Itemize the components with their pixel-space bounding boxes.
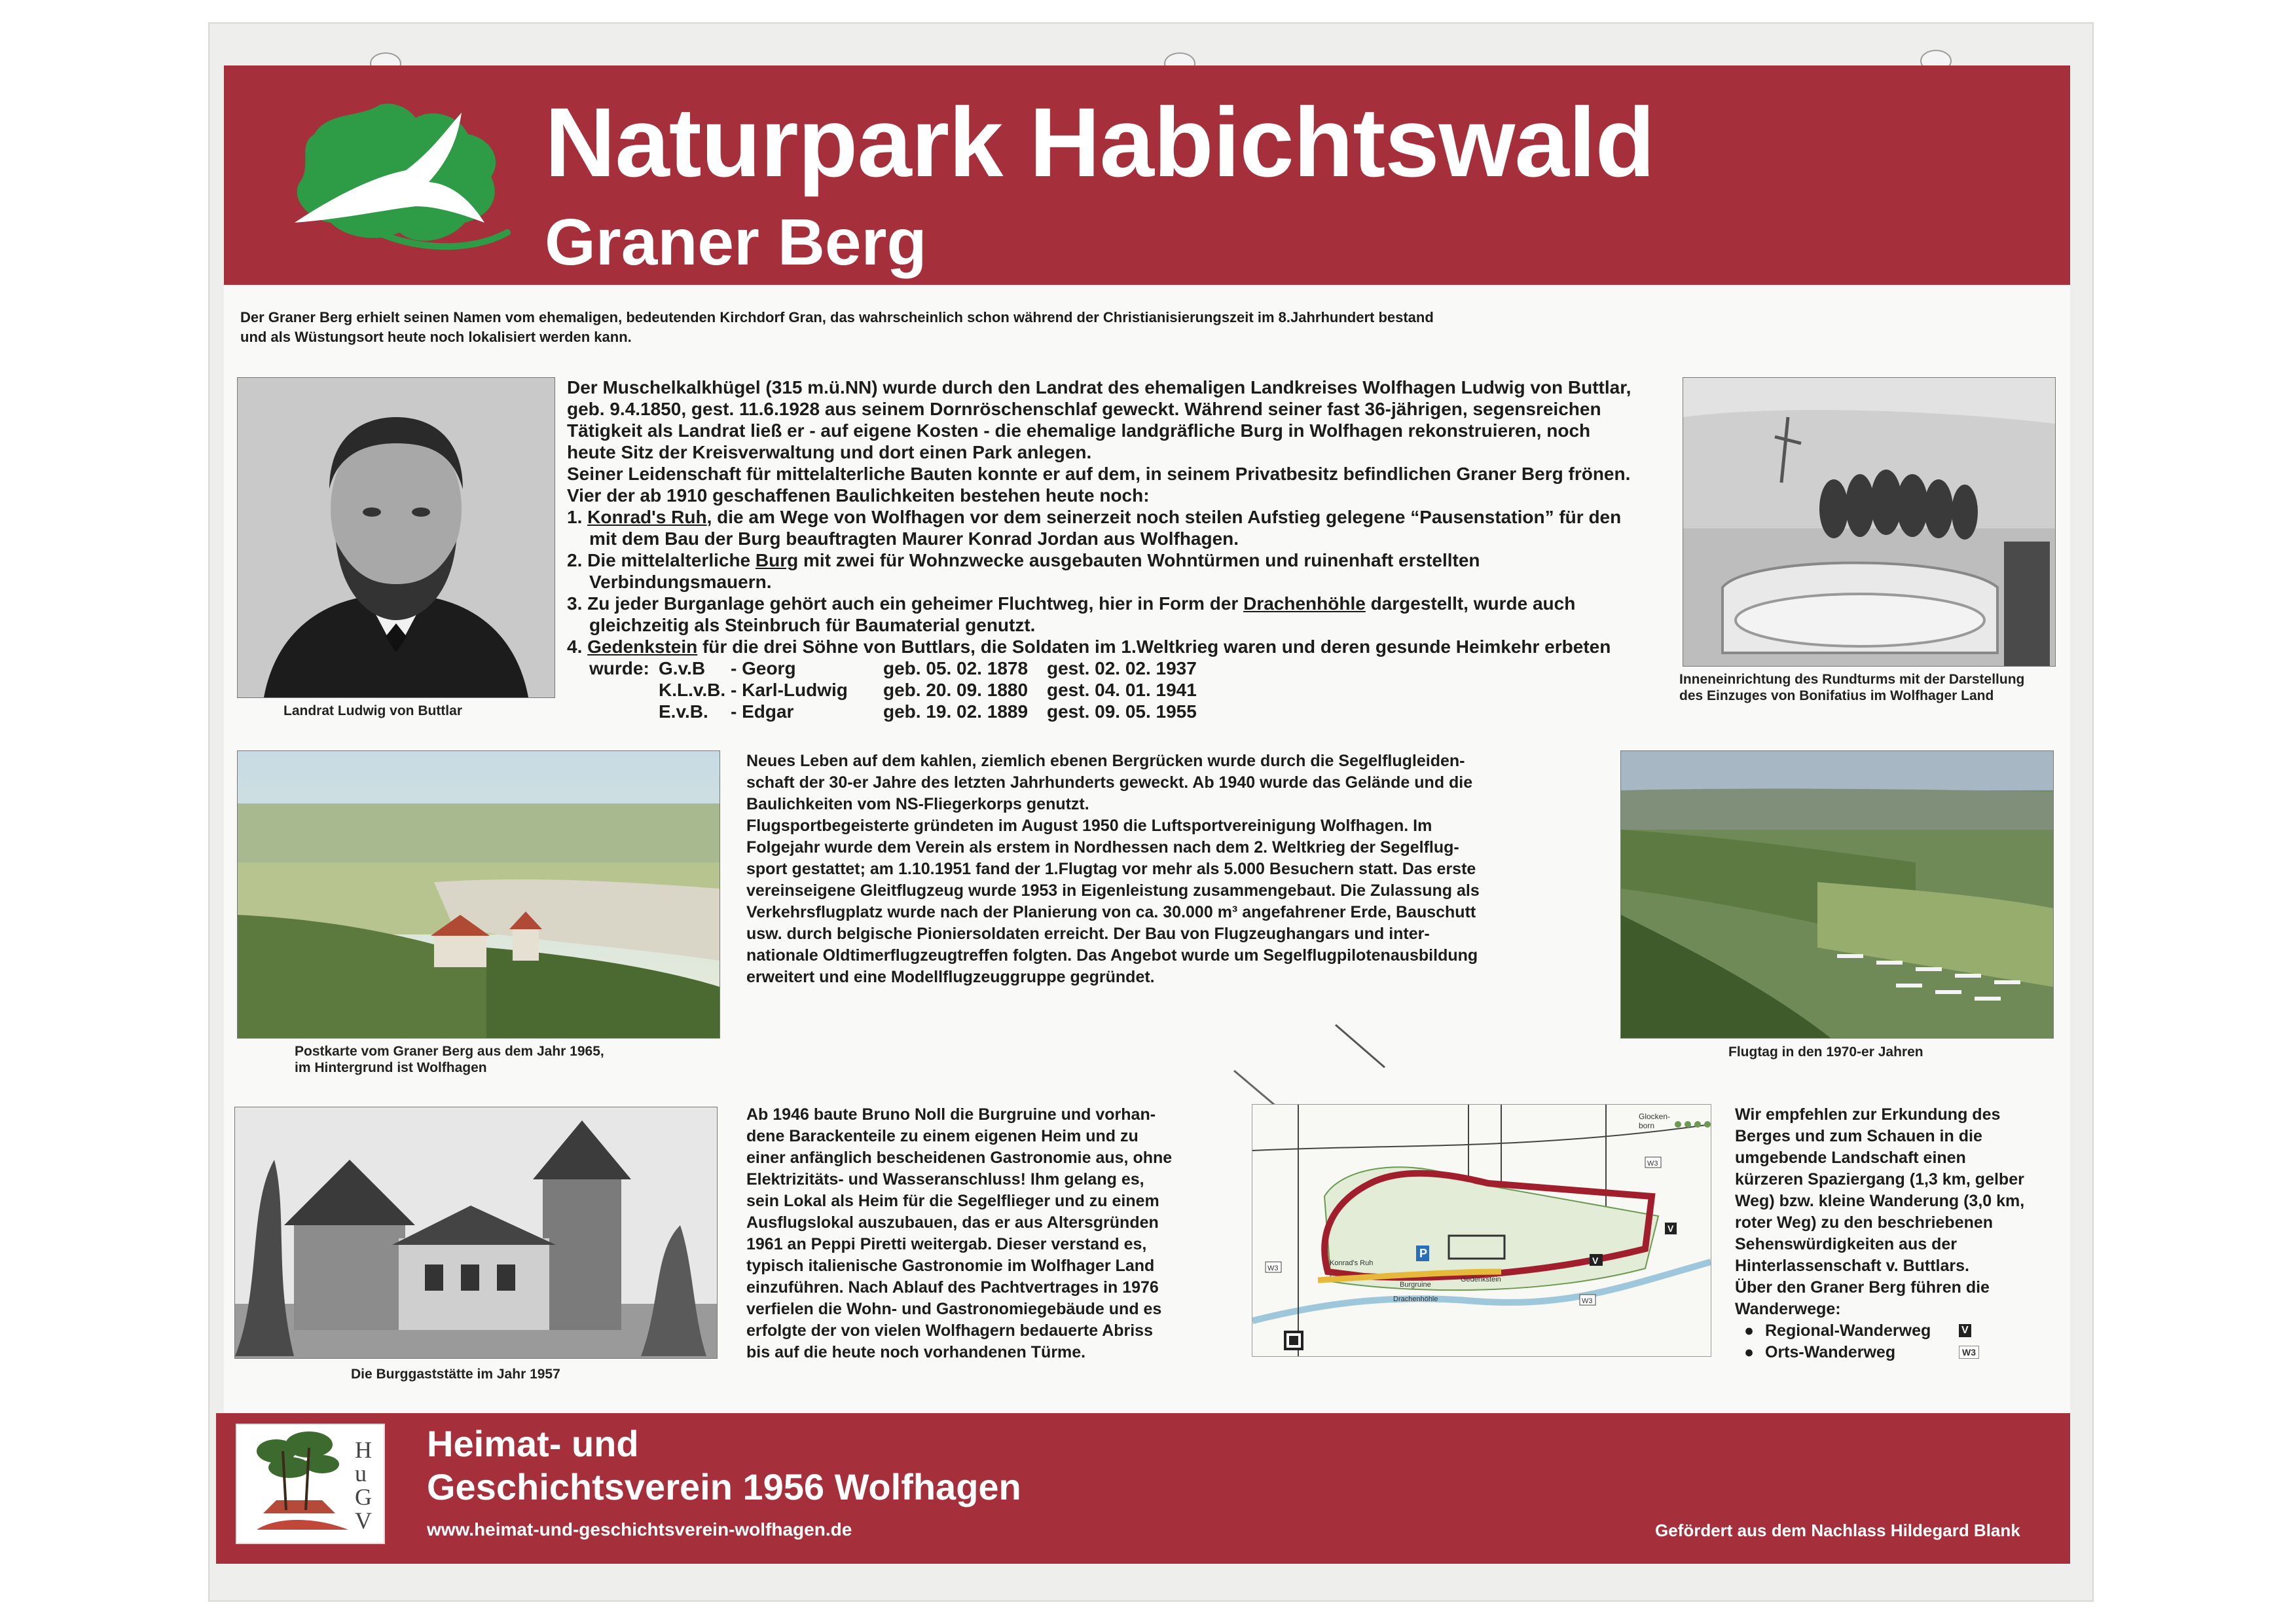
list-item-continued: gleichzeitig als Steinbruch für Baumaterial genutzt.: [589, 615, 1036, 635]
sponsor-note: Gefördert aus dem Nachlass Hildegard Blank: [1655, 1521, 2020, 1540]
section-buttlar-text: [567, 377, 1631, 722]
text-line: einzuführen. Nach Ablauf des Pachtvertrages in 1976: [746, 1278, 1159, 1297]
caption-interior: Inneneinrichtung des Rundturms mit der Darstellung des Einzuges von Bonifatius im Wolfhager Land: [1679, 672, 2025, 703]
konrads-ruh-link: Konrad's Ruh: [587, 507, 707, 527]
caption-burg: Die Burggaststätte im Jahr 1957: [351, 1367, 560, 1382]
text-line: Folgejahr wurde dem Verein als erstem in Nordhessen nach dem 2. Weltkrieg der Segelflug-: [746, 838, 1459, 857]
text-line: schaft der 30-er Jahre des letzten Jahrhunderts geweckt. Ab 1940 wurde das Gelände und die: [746, 773, 1473, 792]
text-line: Berges und zum Schauen in die: [1735, 1127, 1982, 1145]
text-line: Baulichkeiten vom NS-Fliegerkorps genutzt.: [746, 795, 1089, 813]
text-line: dene Barackenteile zu einem eigenen Heim und zu: [746, 1127, 1139, 1145]
portrait-photo: [237, 377, 555, 698]
map-label: V: [1592, 1255, 1599, 1266]
text-line: nationale Oldtimerflugzeugtreffen folgten. Das Angebot wurde um Segelflugpilotenausbildung: [746, 946, 1478, 965]
map-label: Konrad's Ruh: [1330, 1259, 1374, 1267]
map-label: born: [1639, 1121, 1655, 1130]
text-line: Weg) bzw. kleine Wanderung (3,0 km,: [1735, 1192, 2025, 1210]
trail-map[interactable]: [1252, 1104, 1711, 1357]
text-line: einer anfänglich bescheidenen Gastronomie aus, ohne: [746, 1149, 1173, 1167]
list-item-continued: Verbindungsmauern.: [589, 572, 772, 592]
text-line: Seiner Leidenschaft für mittelalterliche Bauten konnte er auf dem, in seinem Privatbesitz befindlichen Graner Berg frönen.: [567, 464, 1631, 484]
caption-flugtag: Flugtag in den 1970-er Jahren: [1728, 1044, 1923, 1060]
section-wanderung-text: [1735, 1104, 2024, 1363]
postcard-photo: [237, 750, 720, 1039]
page-subtitle: Graner Berg: [545, 206, 927, 279]
text-line: Wir empfehlen zur Erkundung des: [1735, 1105, 2001, 1124]
map-label: W3: [1582, 1297, 1593, 1305]
gedenkstein-link: Gedenkstein: [587, 637, 698, 657]
intro-line: und als Wüstungsort heute noch lokalisiert werden kann.: [240, 329, 632, 345]
caption-portrait: Landrat Ludwig von Buttlar: [283, 703, 462, 718]
scratch-marks: [1231, 1022, 1388, 1113]
text-line: geb. 9.4.1850, gest. 11.6.1928 aus seinem Dornröschenschlaf geweckt. Während seiner fast 36-jährigen, segensreichen: [567, 399, 1601, 419]
org-name: Heimat- und Geschichtsverein 1956 Wolfhagen: [427, 1423, 1021, 1507]
son-row: wurde: G.v.B - Georg geb. 05. 02. 1878 gest. 02. 02. 1937: [589, 658, 1197, 678]
text-line: typisch italienische Gastronomie im Wolfhager Land: [746, 1257, 1155, 1275]
map-label: Glocken-: [1639, 1112, 1671, 1121]
text-line: roter Weg) zu den beschriebenen: [1735, 1213, 1994, 1232]
map-label: Gedenkstein: [1461, 1276, 1501, 1283]
list-item-continued: mit dem Bau der Burg beauftragten Maurer Konrad Jordan aus Wolfhagen.: [589, 528, 1239, 549]
text-line: Vier der ab 1910 geschaffenen Baulichkeiten bestehen heute noch:: [567, 485, 1150, 506]
section-segelflug-text: [746, 750, 1480, 988]
trail-item: ● Regional-Wanderweg V: [1735, 1320, 2024, 1342]
text-line: Verkehrsflugplatz wurde nach der Planierung von ca. 30.000 m³ angefahrener Erde, Bauschutt: [746, 903, 1476, 921]
map-label: V: [1667, 1223, 1674, 1234]
text-line: Ab 1946 baute Bruno Noll die Burgruine und vorhan-: [746, 1105, 1156, 1124]
interior-photo: [1683, 377, 2056, 667]
map-label: P: [1419, 1247, 1428, 1260]
text-line: Über den Graner Berg führen die: [1735, 1278, 1990, 1297]
regional-trail-badge: V: [1959, 1324, 1971, 1337]
logo-letters: H u G V: [355, 1437, 372, 1534]
drachenhoehle-link: Drachenhöhle: [1243, 593, 1366, 614]
map-label: Drachenhöhle: [1393, 1295, 1438, 1303]
text-line: kürzeren Spaziergang (1,3 km, gelber: [1735, 1170, 2024, 1189]
text-line: Wanderwege:: [1735, 1300, 1841, 1318]
burggaststaette-photo: [234, 1107, 718, 1359]
text-line: Sehenswürdigkeiten aus der: [1735, 1235, 1957, 1253]
flugtag-photo: [1620, 750, 2054, 1039]
text-line: erfolgte der von vielen Wolfhagern bedauerte Abriss: [746, 1321, 1153, 1340]
map-label: W3: [1647, 1160, 1658, 1168]
list-item: 4. Gedenkstein für die drei Söhne von Buttlars, die Soldaten im 1.Weltkrieg waren und deren gesunde Heimkehr erbeten: [567, 637, 1611, 657]
trail-item: ● Orts-Wanderweg W3: [1735, 1342, 2024, 1363]
intro-line: Der Graner Berg erhielt seinen Namen vom ehemaligen, bedeutenden Kirchdorf Gran, das wahrscheinlich schon während der Christianisierungszeit im 8.Jahrhundert bestand: [240, 309, 1434, 325]
list-item: 2. Die mittelalterliche Burg mit zwei für Wohnzwecke ausgebauten Wohntürmen und ruinenhaft erstellten: [567, 550, 1480, 570]
page-title: Naturpark Habichtswald: [545, 87, 1655, 197]
oak-leaf-hawk-logo: [282, 98, 517, 262]
caption-postcard: Postkarte vom Graner Berg aus dem Jahr 1965, im Hintergrund ist Wolfhagen: [295, 1044, 604, 1075]
text-line: verfielen die Wohn- und Gastronomiegebäude und es: [746, 1300, 1162, 1318]
burg-link: Burg: [755, 550, 799, 570]
text-line: usw. durch belgische Pioniersoldaten erreicht. Der Bau von Flugzeughangars und inter-: [746, 925, 1430, 943]
bullet-icon: ●: [1744, 1343, 1755, 1361]
text-line: sein Lokal als Heim für die Segelflieger und zu einem: [746, 1192, 1159, 1210]
text-line: umgebende Landschaft einen: [1735, 1149, 1966, 1167]
son-row: K.L.v.B. - Karl-Ludwig geb. 20. 09. 1880 gest. 04. 01. 1941: [659, 680, 1197, 700]
section-gastronomie-text: [746, 1104, 1172, 1363]
list-item: 3. Zu jeder Burganlage gehört auch ein geheimer Fluchtweg, hier in Form der Drachenhöhle dargestellt, wurde auch: [567, 593, 1576, 614]
text-line: bis auf die heute noch vorhandenen Türme.: [746, 1343, 1086, 1361]
son-row: E.v.B. - Edgar geb. 19. 02. 1889 gest. 09. 05. 1955: [659, 701, 1197, 722]
text-line: Tätigkeit als Landrat ließ er - auf eigene Kosten - die ehemalige landgräfliche Burg in Wolfhagen rekonstruieren, noch: [567, 420, 1591, 441]
intro-paragraph: [240, 308, 1434, 347]
text-line: Ausflugslokal auszubauen, das er aus Altersgründen: [746, 1213, 1159, 1232]
text-line: Neues Leben auf dem kahlen, ziemlich ebenen Bergrücken wurde durch die Segelflugleiden-: [746, 752, 1465, 770]
text-line: heute Sitz der Kreisverwaltung und dort einen Park anlegen.: [567, 442, 1092, 462]
text-line: sport gestattet; am 1.10.1951 fand der 1.Flugtag vor mehr als 5.000 Besuchern statt. Das erste: [746, 860, 1476, 878]
map-label: W3: [1267, 1264, 1279, 1272]
text-line: 1961 an Peppi Piretti weitergab. Dieser verstand es,: [746, 1235, 1147, 1253]
text-line: Elektrizitäts- und Wasseranschluss! Ihm gelang es,: [746, 1170, 1144, 1189]
bullet-icon: ●: [1744, 1321, 1755, 1340]
text-line: Flugsportbegeisterte gründeten im August 1950 die Luftsportvereinigung Wolfhagen. Im: [746, 817, 1432, 835]
map-label: Burgruine: [1400, 1281, 1431, 1289]
hugv-logo: [236, 1424, 385, 1544]
list-item: 1. Konrad's Ruh, die am Wege von Wolfhagen vor dem seinerzeit noch steilen Aufstieg gelegene “Pausenstation” für den: [567, 507, 1622, 527]
text-line: Der Muschelkalkhügel (315 m.ü.NN) wurde durch den Landrat des ehemaligen Landkreises Wolfhagen Ludwig von Buttlar,: [567, 377, 1631, 397]
text-line: erweitert und eine Modellflugzeuggruppe gegründet.: [746, 968, 1155, 986]
local-trail-badge: W3: [1959, 1346, 1979, 1359]
text-line: vereinseigene Gleitflugzeug wurde 1953 in Eigenleistung zusammengebaut. Die Zulassung als: [746, 881, 1480, 900]
org-website-link[interactable]: www.heimat-und-geschichtsverein-wolfhagen.de: [427, 1519, 852, 1540]
text-line: Hinterlassenschaft v. Buttlars.: [1735, 1257, 1969, 1275]
